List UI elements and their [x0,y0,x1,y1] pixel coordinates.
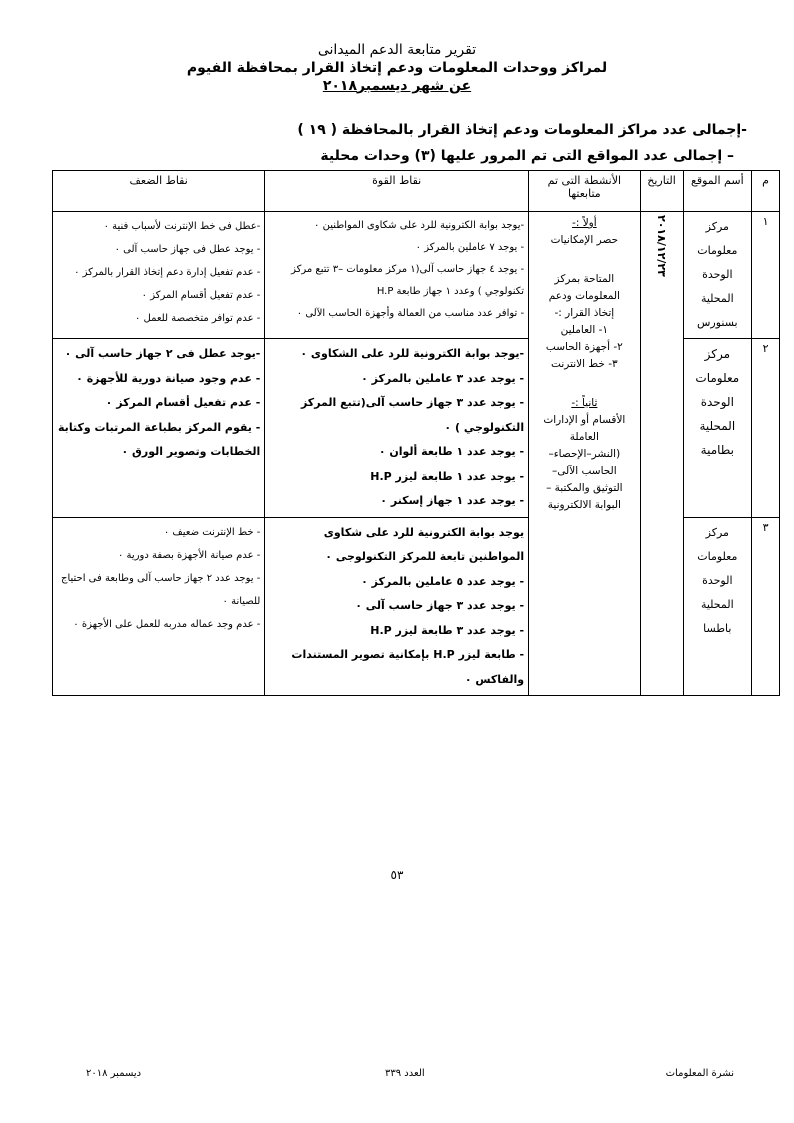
site-name-line: مركز معلومات [697,220,738,257]
header-date: التاريخ [640,171,683,212]
activities-heading-first: أولاً :- [572,217,597,229]
site-name [683,212,752,339]
site-name-line: مركز معلومات [697,525,738,563]
report-subtitle: لمراكز ووحدات المعلومات ودعم إتخاذ القرار بمحافظة الفيوم [186,60,608,76]
footer-issue: العدد ٣٣٩ [385,1068,425,1079]
weakness-item: - عدم وجد عماله مدربه للعمل على الأجهزة ٠ [73,618,261,630]
summary-total-centers: -إجمالى عدد مراكز المعلومات ودعم إتخاذ القرار بالمحافظة ( ١٩ ) [297,122,747,138]
report-title: تقرير متابعة الدعم الميدانى [317,42,477,58]
header-strengths: نقاط القوة [265,171,529,212]
activities-cell [529,212,641,696]
footer-date: ديسمبر ٢٠١٨ [86,1068,142,1079]
activity-line: (النشر–الإحصاء– [548,448,621,460]
weaknesses-cell [53,212,265,339]
strength-item: - يوجد عدد ٣ طابعة ليزر H.P [370,623,525,637]
site-name-line: مركز [704,347,730,361]
strength-item: - يوجد عدد ٣ جهاز حاسب آلى(تتبع المركز التكنولوجي ) ٠ [300,396,525,434]
weakness-item: - يوجد عطل فى جهاز حاسب آلى ٠ [114,244,261,255]
activity-line: العاملة [569,431,599,443]
weakness-item: - عدم توافر متخصصة للعمل ٠ [134,313,261,324]
report-period: عن شهر ديسمبر٢٠١٨ [322,78,472,94]
strength-item: - يوجد عدد ١ جهاز إسكنر ٠ [380,494,525,507]
weakness-item: - عدم تفعيل أقسام المركز ٠ [141,290,261,301]
site-name-line: المحلية [699,419,736,433]
strengths-cell [265,212,529,339]
activity-line: ٣- خط الانترنت [551,358,618,370]
followup-table [52,170,780,696]
strength-item: - يوجد عدد ٣ جهاز حاسب آلى ٠ [355,599,525,612]
activity-line: الأقسام أو الإدارات [543,414,626,426]
row-number: ٢ [752,339,780,518]
activity-line: إتخاذ القرار :- [554,307,615,319]
weakness-item: -عطل فى خط الإنترنت لأسباب فنية ٠ [103,221,261,232]
strengths-cell [265,517,529,696]
site-name-line: الوحدة المحلية [700,268,734,305]
weakness-item: -يوجد عطل فى ٢ جهاز حاسب آلى ٠ [64,347,261,360]
strength-item: - توافر عدد مناسب من العمالة وأجهزة الحاسب الآلى ٠ [296,308,525,319]
summary-visited-sites: – إجمالى عدد المواقع التى تم المرور عليها (٣) وحدات محلية [320,148,734,164]
weakness-item: - يقوم المركز بطباعة المرتبات وكتابة الخطابات وتصوير الورق ٠ [58,420,261,458]
activity-line: المتاحة بمركز [554,273,615,285]
activity-line: الحاسب الآلى– [552,465,617,477]
header-site: أسم الموقع [683,171,752,212]
header-num: م [752,171,780,212]
strength-item: - يوجد ٤ جهاز حاسب آلى(١ مركز معلومات –٣ تتبع مركز تكنولوجي ) وعدد ١ جهاز طابعة H.P [291,264,525,297]
strength-item: - يوجد عدد ١ طابعة ألوان ٠ [378,445,525,458]
strength-item: - يوجد عدد ٣ عاملين بالمركز ٠ [361,371,525,385]
activity-line: ١- العاملين [560,324,609,336]
site-name [683,517,752,696]
row-number: ٣ [752,517,780,696]
strengths-cell [265,339,529,518]
strength-item: -يوجد بوابة الكترونية للرد على شكاوى المواطنين ٠ [314,220,525,231]
weakness-item: - عدم صيانة الأجهزة بصفة دورية ٠ [118,549,261,561]
row-number: ١ [752,212,780,339]
footer-publication: نشرة المعلومات [665,1068,734,1079]
weakness-item: - عدم تفعيل إدارة دعم إتخاذ القرار بالمركز ٠ [74,267,261,278]
site-name [683,339,752,518]
site-name-line: الوحدة المحلية [700,573,734,611]
strength-item: - يوجد ٧ عاملين بالمركز ٠ [415,242,525,253]
header-weaknesses: نقاط الضعف [53,171,265,212]
activity-line: المعلومات ودعم [548,290,620,302]
site-name-line: بسنورس [697,316,738,329]
strength-item: -يوجد بوابة الكترونية للرد على الشكاوى ٠ [300,347,525,360]
activity-line: التوثيق والمكتبة – [546,482,623,494]
weakness-item: - عدم وجود صيانة دورية للأجهزة ٠ [76,371,261,385]
activities-heading-second: ثانياً :- [571,397,598,409]
activity-line: البوابة الالكترونية [547,499,621,511]
weakness-item: - يوجد عدد ٢ جهاز حاسب آلى وطابعة فى احتياج للصيانة ٠ [61,572,261,607]
strength-item: يوجد بوابة الكترونية للرد على شكاوى المواطنين تابعة للمركز التكنولوجى ٠ [323,525,525,563]
weaknesses-cell [53,517,265,696]
table-header-row [53,171,780,212]
strength-item: - طابعة ليزر H.P بإمكانية تصوير المستندات والفاكس ٠ [291,648,525,686]
header-activities: الأنشطة التى تم متابعتها [529,171,641,212]
visit-date-cell [640,212,683,696]
activity-line: ٢- أجهزة الحاسب [545,341,623,353]
table-row [53,212,780,339]
weakness-item: - عدم تفعيل أقسام المركز ٠ [105,396,261,409]
site-name-line: باطسا [703,621,732,635]
strength-item: - يوجد عدد ١ طابعة ليزر H.P [370,469,525,483]
site-name-line: الوحدة [700,395,734,409]
site-name-line: بطامية [700,443,734,457]
weaknesses-cell [53,339,265,518]
site-name-line: معلومات [695,371,740,385]
weakness-item: - خط الإنترنت ضعيف ٠ [163,526,261,538]
strength-item: - يوجد عدد ٥ عاملين بالمركز ٠ [361,574,525,588]
activity-line: حصر الإمكانيات [550,234,619,246]
page-number: ٥٣ [390,868,404,882]
visit-date: ٢٠١٨/١٢/٢٣ [655,215,669,277]
